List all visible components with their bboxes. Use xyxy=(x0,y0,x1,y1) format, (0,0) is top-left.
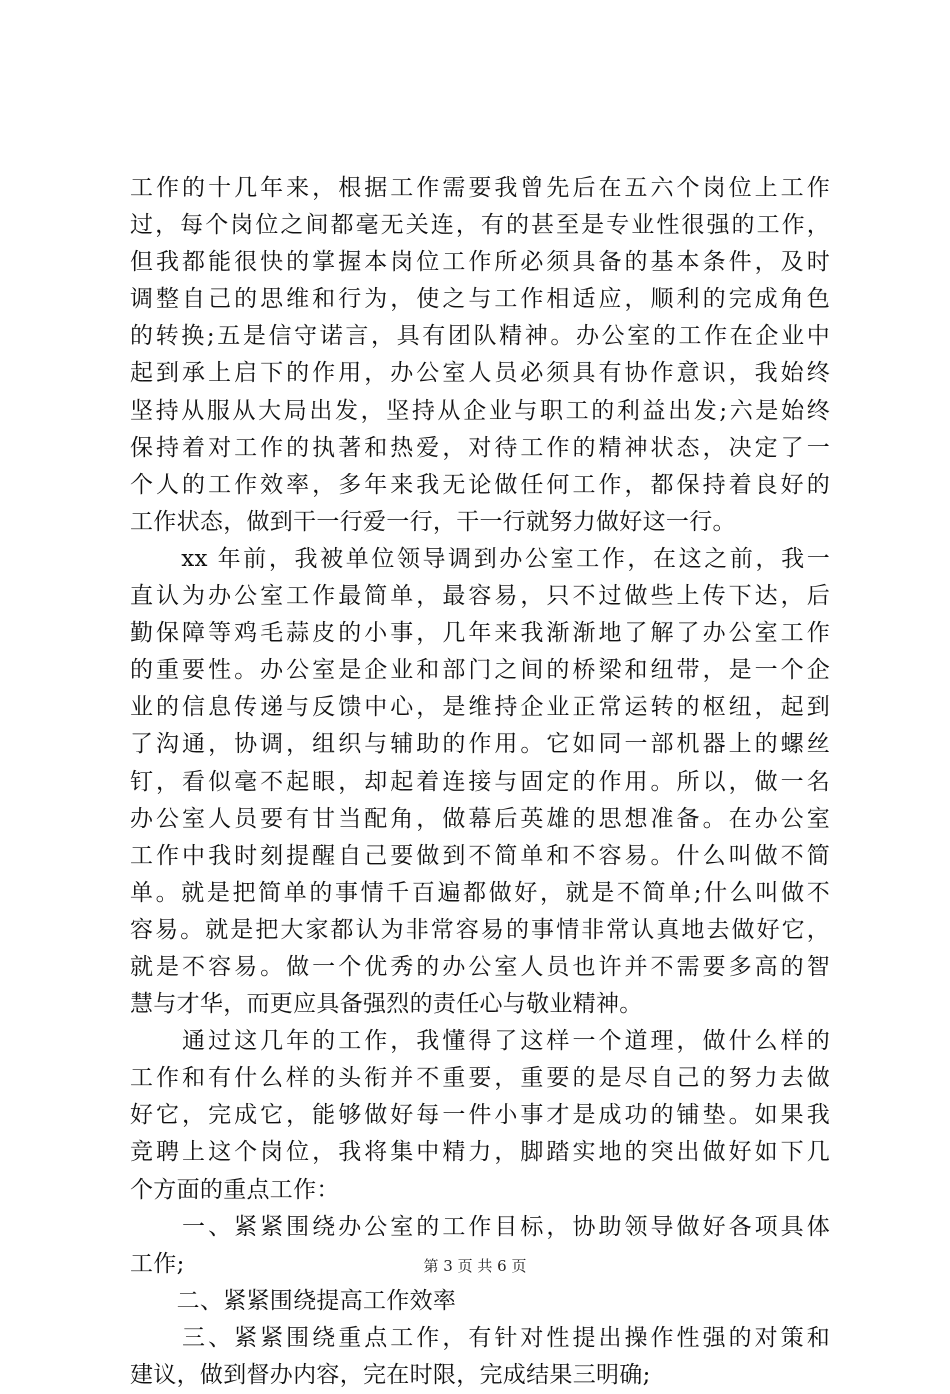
text-line: 过，每个岗位之间都毫无关连，有的甚至是专业性很强的工作， xyxy=(130,212,830,239)
text-line: 业的信息传递与反馈中心，是维持企业正常运转的枢纽，起到 xyxy=(130,694,830,721)
text-line: 慧与才华，而更应具备强烈的责任心与敬业精神。 xyxy=(130,991,643,1018)
text-line: 三、紧紧围绕重点工作，有针对性提出操作性强的对策和 xyxy=(130,1324,830,1351)
text-line: 钉，看似毫不起眼，却起着连接与固定的作用。所以，做一名 xyxy=(130,768,830,795)
text-line: 工作中我时刻提醒自己要做到不简单和不容易。什么叫做不简 xyxy=(130,842,830,869)
text-line: 勤保障等鸡毛蒜皮的小事，几年来我渐渐地了解了办公室工作 xyxy=(130,620,830,647)
page-number-label: 第 3 页 共 6 页 xyxy=(423,1257,527,1275)
text-line: 好它，完成它，能够做好每一件小事才是成功的铺垫。如果我 xyxy=(130,1102,830,1129)
text-line: 办公室人员要有甘当配角，做幕后英雄的思想准备。在办公室 xyxy=(130,805,830,832)
text-line: 个人的工作效率，多年来我无论做任何工作，都保持着良好的 xyxy=(130,471,830,498)
body-text xyxy=(130,170,830,1394)
text-line: 了沟通，协调，组织与辅助的作用。它如同一部机器上的螺丝 xyxy=(130,731,830,758)
text-line: xx 年前，我被单位领导调到办公室工作，在这之前，我一 xyxy=(130,545,830,572)
text-line: 单。就是把简单的事情千百遍都做好，就是不简单;什么叫做不 xyxy=(130,879,830,906)
text-line: 容易。就是把大家都认为非常容易的事情非常认真地去做好它， xyxy=(130,916,830,943)
text-line: 工作; xyxy=(130,1250,185,1277)
text-line: 的重要性。办公室是企业和部门之间的桥梁和纽带，是一个企 xyxy=(130,657,830,684)
text-line: 个方面的重点工作： xyxy=(130,1176,340,1203)
text-line: 工作的十几年来，根据工作需要我曾先后在五六个岗位上工作 xyxy=(130,175,830,201)
text-line: 竞聘上这个岗位，我将集中精力，脚踏实地的突出做好如下几 xyxy=(130,1139,830,1166)
text-line: 一、紧紧围绕办公室的工作目标，协助领导做好各项具体 xyxy=(130,1213,830,1240)
text-line: 工作状态，做到干一行爱一行，干一行就努力做好这一行。 xyxy=(130,508,736,535)
text-line: 直认为办公室工作最简单，最容易，只不过做些上传下达，后 xyxy=(130,583,830,610)
text-line: 的转换;五是信守诺言，具有团队精神。办公室的工作在企业中 xyxy=(130,323,830,350)
text-line: 二、紧紧围绕提高工作效率 xyxy=(130,1287,457,1314)
text-line: 工作和有什么样的头衔并不重要，重要的是尽自己的努力去做 xyxy=(130,1065,830,1092)
text-line: 但我都能很快的掌握本岗位工作所必须具备的基本条件，及时 xyxy=(130,249,830,276)
text-line: 调整自己的思维和行为，使之与工作相适应，顺利的完成角色 xyxy=(130,286,830,313)
text-line: 保持着对工作的执著和热爱，对待工作的精神状态，决定了一 xyxy=(130,434,830,461)
text-line: 通过这几年的工作，我懂得了这样一个道理，做什么样的 xyxy=(130,1028,830,1055)
text-line: 建议，做到督办内容，完在时限，完成结果三明确; xyxy=(130,1362,651,1388)
text-line: 坚持从服从大局出发，坚持从企业与职工的利益出发;六是始终 xyxy=(130,397,830,424)
text-line: 就是不容易。做一个优秀的办公室人员也许并不需要多高的智 xyxy=(130,953,830,980)
page-footer xyxy=(0,1256,950,1276)
text-line: 起到承上启下的作用，办公室人员必须具有协作意识，我始终 xyxy=(130,360,830,387)
